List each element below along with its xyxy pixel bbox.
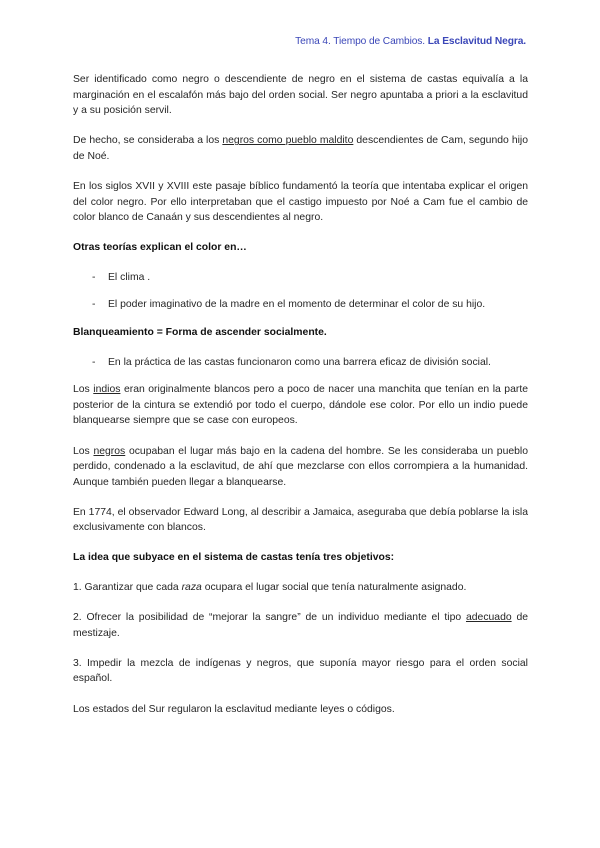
theories-list	[73, 270, 528, 313]
italic-raza: raza	[181, 582, 202, 594]
underlined-text-negros-maldito: negros como pueblo maldito	[222, 135, 354, 147]
heading-otras-teorias: Otras teorías explican el color en…	[73, 242, 247, 254]
text: descendientes de Cam, segundo hijo de Noé.	[73, 135, 528, 162]
paragraph-negros	[73, 444, 528, 491]
heading-objetivos: La idea que subyace en el sistema de castas tenía tres objetivos:	[73, 552, 395, 564]
underlined-text-indios: indios	[93, 384, 121, 396]
text: 2. Ofrecer la posibilidad de “mejorar la sangre” de un individuo mediante el tipo	[73, 612, 466, 624]
paragraph-castas: Ser identificado como negro o descendiente de negro en el sistema de castas equivalía a la marginación en el escalafón más bajo del orden social. Ser negro apuntaba a priori a la esclavitud y a su posición servil.	[73, 74, 528, 117]
paragraph-cam	[73, 133, 528, 164]
paragraph-estados-sur: Los estados del Sur regularon la esclavitud mediante leyes o códigos.	[73, 703, 395, 715]
heading-blanqueamiento: Blanqueamiento = Forma de ascender socialmente.	[73, 327, 327, 339]
text: eran originalmente blancos pero a poco de nacer una manchita que tenían en la parte posterior de la cintura se extendió por todo el cuerpo, dándole ese color. Por ello un indio puede blanquearse siempre que se case con europeos.	[73, 384, 528, 427]
header-title: La Esclavitud Negra.	[427, 36, 526, 47]
list-item: - En la práctica de las castas funcionaron como una barrera eficaz de división social.	[73, 355, 528, 371]
paragraph-indios	[73, 382, 528, 429]
objective-3: 3. Impedir la mezcla de indígenas y negros, que suponía mayor riesgo para el orden social español.	[73, 657, 528, 685]
header-chapter: Tema 4. Tiempo de Cambios.	[295, 36, 426, 47]
text: ocupaban el lugar más bajo en la cadena del hombre. Se les consideraba un pueblo perdido, condenado a la esclavitud, de ahí que mezclarse con ellos corrompiera a la humanidad. Aunque también pueden llegar a blanquearse.	[73, 445, 529, 488]
underlined-text-negros: negros	[93, 445, 126, 457]
text: de mestizaje.	[73, 612, 528, 639]
paragraph-long: En 1774, el observador Edward Long, al describir a Jamaica, aseguraba que debía poblarse la isla exclusivamente con blancos.	[73, 506, 528, 534]
objective-1	[73, 580, 528, 596]
list-item: - El clima .	[73, 270, 528, 286]
page-header	[295, 36, 526, 47]
blanqueamiento-list	[73, 355, 528, 371]
text: Los	[73, 384, 94, 396]
list-item: - El poder imaginativo de la madre en el momento de determinar el color de su hijo.	[73, 297, 528, 313]
text: ocupara el lugar social que tenía naturalmente asignado.	[201, 582, 467, 594]
objective-2	[73, 610, 528, 641]
paragraph-siglos: En los siglos XVII y XVIII este pasaje bíblico fundamentó la teoría que intentaba explicar el origen del color negro. Por ello interpretaban que el castigo impuesto por Noé a Cam fue el cambio de color blanco de Canaán y sus descendientes al negro.	[73, 180, 528, 224]
document-body	[73, 72, 528, 732]
text: Los	[73, 445, 94, 457]
underlined-text-adecuado: adecuado	[465, 612, 512, 624]
text: 1. Garantizar que cada	[73, 582, 182, 594]
text: De hecho, se consideraba a los	[73, 135, 223, 147]
